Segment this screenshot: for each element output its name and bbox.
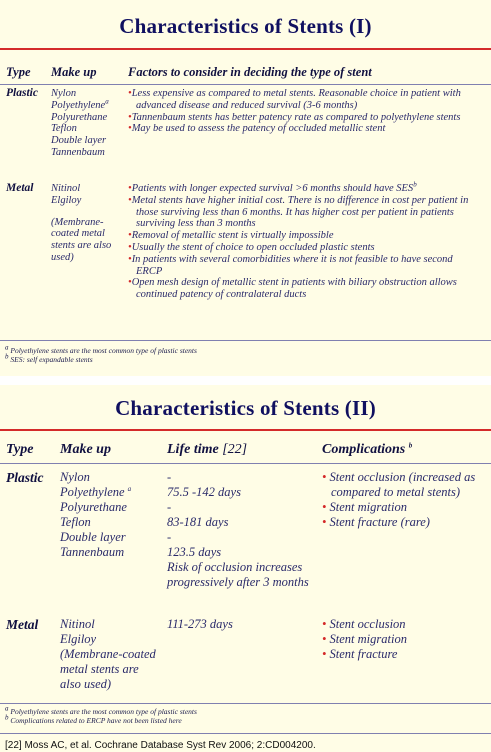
make-up-item: Nylon <box>51 88 77 99</box>
type-plastic: Plastic <box>6 470 44 485</box>
factor-item: •In patients with several comorbidities where it is not feasible to have second ERCP <box>128 253 453 277</box>
factor-item: •Tannenbaum stents has better patency rate as compared to polyethylene stents <box>128 111 461 123</box>
make-up-item: Teflon <box>60 515 91 529</box>
header-type: Type <box>6 65 31 79</box>
footnote: $^b$ SES: self expandable stents <box>5 352 93 364</box>
complication-item: • Stent occlusion <box>322 617 406 631</box>
header-make-up: Make up <box>51 65 97 79</box>
header-divider <box>0 463 491 464</box>
make-up-item: Teflon <box>51 123 77 135</box>
citation: [22] Moss AC, et al. Cochrane Database Syst Rev 2006; 2:CD004200. <box>5 740 316 751</box>
life-time-item: - <box>167 530 172 544</box>
type-metal: Metal <box>6 182 34 194</box>
footnote: $^b$ Complications related to ERCP have not been listed here <box>5 713 182 725</box>
make-up-item: Polyurethane <box>60 500 127 514</box>
make-up-list <box>51 183 121 264</box>
factor-item: •Usually the stent of choice to open occluded plastic stents <box>128 241 375 253</box>
footnotes <box>5 704 197 725</box>
make-up-item: Nitinol <box>60 617 95 631</box>
complications-list <box>322 617 487 662</box>
slide1-title: Characteristics of Stents (I) <box>119 14 372 38</box>
make-up-list <box>51 88 121 159</box>
life-time-item: - <box>167 470 172 484</box>
make-up-item: Polyethylene $^a$ <box>60 484 132 499</box>
factor-item: •Open mesh design of metallic stent in patients with biliary obstruction allows continued patency of contralateral ducts <box>128 277 457 301</box>
citation-divider <box>0 733 491 734</box>
header-factors: Factors to consider in deciding the type of stent <box>128 65 372 79</box>
header-type: Type <box>6 442 34 457</box>
footnote-mark: b <box>413 180 417 189</box>
complication-item: • Stent migration <box>322 500 407 514</box>
life-time-list <box>167 617 317 632</box>
footnote: $^a$ Polyethylene stents are the most common type of plastic stents <box>5 343 197 355</box>
complications-list <box>322 470 487 530</box>
make-up-item: Elgiloy <box>51 194 82 206</box>
factor-item: •May be used to assess the patency of occluded metallic stent <box>128 123 386 135</box>
make-up-item: Nitinol <box>51 183 81 194</box>
make-up-item: Nylon <box>60 470 90 484</box>
header-life-time: Life time [22] <box>167 442 248 457</box>
footnote: $^a$ Polyethylene stents are the most common type of plastic stents <box>5 704 197 716</box>
make-up-item: Double layer <box>51 135 107 147</box>
complication-item: • Stent occlusion (increased as compared to metal stents) <box>322 470 476 499</box>
life-time-item: 111-273 days <box>167 617 233 631</box>
make-up-item: Tannenbaum <box>60 545 125 559</box>
factor-item: •Metal stents have higher initial cost. There is no difference in cost per patient in those surviving less than 6 months. It has higher cost per patient in patients surviving less than 3 months <box>128 194 469 230</box>
footer-divider <box>0 703 491 704</box>
footnote-mark: a <box>105 97 109 106</box>
footnotes <box>5 343 197 364</box>
factor-item: •Less expensive as compared to metal stents. Reasonable choice in patient with advanced disease and reduced survival (3-6 months) <box>128 88 461 111</box>
header-divider <box>0 84 491 85</box>
complication-item: • Stent fracture <box>322 647 398 661</box>
complication-item: • Stent migration <box>322 632 407 646</box>
factor-item: •Removal of metallic stent is virtually impossible <box>128 230 334 242</box>
make-up-item: Polyethylene$^a$ <box>51 97 109 111</box>
make-up-list <box>60 617 160 692</box>
life-time-item: 123.5 days <box>167 545 222 559</box>
make-up-item: Tannenbaum <box>51 146 105 158</box>
slide2-title: Characteristics of Stents (II) <box>115 396 376 420</box>
complication-item: • Stent fracture (rare) <box>322 515 430 529</box>
slide-characteristics-2 <box>0 385 491 752</box>
title-rule <box>0 429 491 431</box>
stents-table-1 <box>0 50 491 301</box>
life-time-item: - <box>167 500 172 514</box>
table-header <box>0 50 491 79</box>
factors-list <box>128 180 480 301</box>
life-time-item: 75.5 -142 days <box>167 485 241 499</box>
header-complications: Complications $^b$ <box>322 441 413 457</box>
factor-item: •Patients with longer expected survival >6 months should have SES$^b$ <box>128 180 417 194</box>
life-time-list <box>167 470 317 590</box>
factors-list <box>128 88 480 135</box>
footnote-mark: a <box>127 484 132 493</box>
life-time-note: Risk of occlusion increases progressively after 3 months <box>167 560 309 589</box>
make-up-item: Polyurethane <box>51 111 108 123</box>
make-up-note: (Membrane-coated metal stents are also used) <box>51 216 112 263</box>
make-up-item: Elgiloy <box>60 632 97 646</box>
type-metal: Metal <box>6 617 39 632</box>
make-up-item: Double layer <box>60 530 126 544</box>
type-plastic: Plastic <box>6 87 38 99</box>
life-time-item: 83-181 days <box>167 515 229 529</box>
make-up-note: (Membrane-coated metal stents are also used) <box>60 647 156 691</box>
make-up-list <box>60 470 160 560</box>
footer-divider <box>0 340 491 341</box>
header-make-up: Make up <box>60 442 111 457</box>
